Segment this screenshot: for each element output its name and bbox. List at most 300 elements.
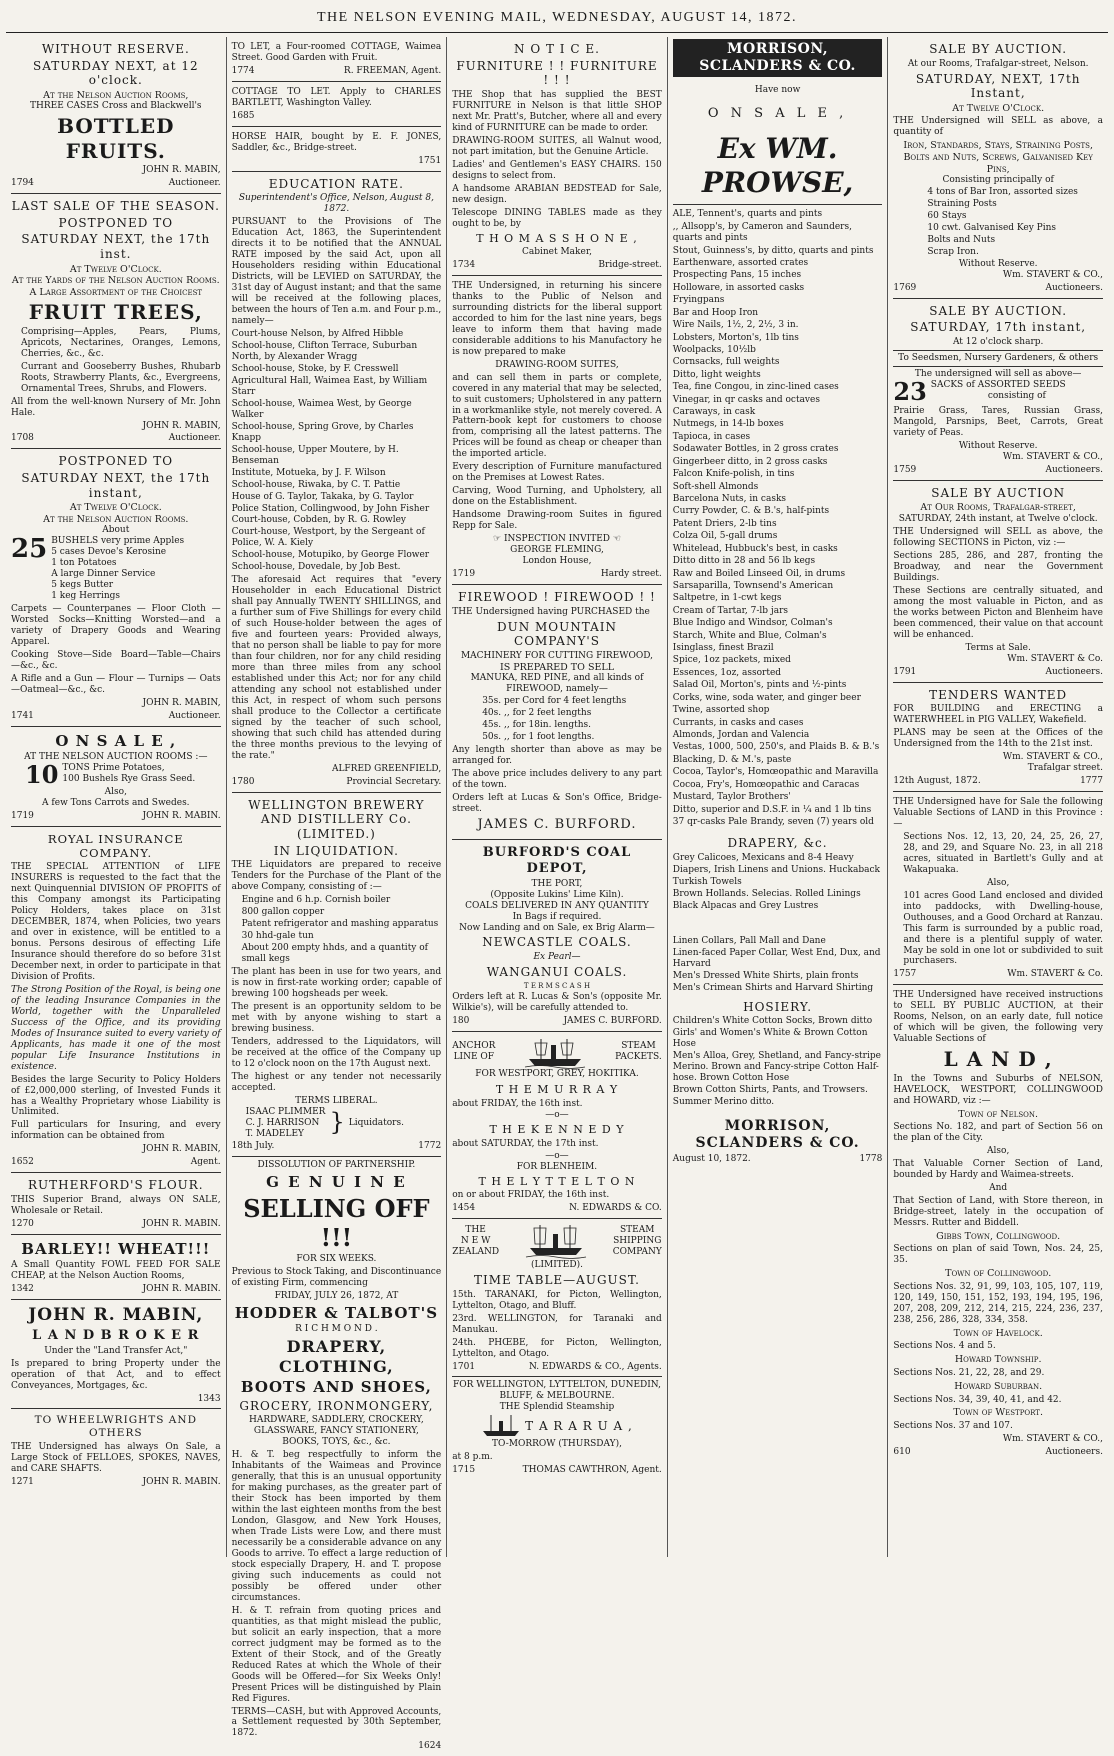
ad-signature: Wm. STAVERT & CO.,	[1002, 269, 1103, 280]
ad-signature: JOHN R. MABIN.	[142, 1218, 221, 1229]
ad-body: THE Undersigned having PURCHASED the	[452, 606, 650, 617]
town-heading: Town of Nelson.	[958, 1108, 1039, 1120]
ad-signature: JOHN R. MABIN.	[142, 811, 221, 822]
list-item: Black Alpacas and Grey Lustres	[672, 900, 819, 911]
list-item: Cornsacks, full weights	[672, 357, 780, 368]
list-item: Colza Oil, 5-gall drums	[672, 531, 778, 542]
brace: }	[329, 1108, 345, 1137]
ad-signature: R. FREEMAN, Agent.	[343, 65, 442, 76]
ad-line: HARDWARE, SADDLERY, CROCKERY,	[249, 1415, 424, 1426]
list-item: 4 tons of Bar Iron, assorted sizes	[927, 187, 1078, 198]
list-item: Stout, Guinness's, by ditto, quarts and pints	[672, 245, 874, 256]
ad-land-auction	[893, 985, 1103, 1462]
ad-number: 610	[893, 1446, 911, 1457]
ad-number: 1701	[452, 1361, 476, 1372]
divider: —o—	[545, 1110, 569, 1121]
ad-line: SATURDAY, 24th instant, at Twelve o'clock.	[898, 513, 1098, 524]
ad-role: Auctioneer.	[168, 710, 221, 721]
ad-line: At 12 o'clock sharp.	[952, 337, 1044, 348]
ad-cottage-to-let	[232, 37, 442, 82]
list-item: Isinglass, finest Brazil	[672, 643, 774, 654]
column-3	[447, 37, 668, 1557]
list-item: Court-house Nelson, by Alfred Hibble	[231, 328, 404, 339]
ad-body: Sections Nos. 4 and 5.	[893, 1341, 996, 1352]
ad-role: Auctioneers.	[1045, 282, 1103, 293]
ad-number: 1769	[893, 282, 917, 293]
ad-heading: SALE BY AUCTION.	[929, 303, 1068, 318]
ad-line: A few Tons Carrots and Swedes.	[42, 798, 190, 809]
list-item: Ditto, light weights	[672, 369, 761, 380]
columns	[6, 37, 1108, 1752]
ad-number: 1734	[452, 259, 476, 270]
list-item: Blue Indigo and Windsor, Colman's	[672, 618, 833, 629]
ad-line: Superintendent's Office, Nelson, August 8, 1872.	[238, 193, 434, 215]
list-item: Tapioca, in cases	[672, 431, 751, 442]
ad-body: The aforesaid Act requires that "every Householder in each Educational District shall pay Annually TWENTY SHILLINGS, and a further sum of Five Shillings for every child of such House-holder between the ages of five and fourteen years: Provided always, that no person shall be liable to pay for more than four children, nor for any child residing more than three miles from any school established under this Act; nor for any child attending any school not established under this Act, in respect of whom such persons shall produce to the Collector a certificate signed by the teacher of such school, showing that such child has attended during the three months previous to the levying of the rate."	[231, 575, 442, 761]
ad-body: The plant has been in use for two years, and is now in first-rate working order; capable of brewing 100 hogsheads per week.	[231, 966, 442, 999]
list-item: Brown Hollands. Selecias. Rolled Linings	[672, 888, 861, 899]
list-item: 30 hhd-gale tun	[241, 931, 314, 942]
ship-date: about SATURDAY, the 17th inst.	[452, 1138, 599, 1149]
ad-number: 1777	[1080, 775, 1103, 786]
ad-nz-shipping	[452, 1219, 662, 1377]
list-item: 100 Bushels Rye Grass Seed.	[62, 774, 196, 785]
ad-body: Orders left at R. Lucas & Son's (opposite Mr. Wilkie's), will be carefully attended to.	[452, 992, 662, 1014]
ad-body: THE Shop that has supplied the BEST FURNITURE in Nelson is that little SHOP next Mr. Pratt's, Butcher, where all and every kind of FURNITURE can be made to order.	[452, 89, 662, 133]
ad-line: COMPANY	[612, 1246, 662, 1257]
pointing-hand-icon: ☞	[493, 534, 504, 545]
ad-signature: JAMES C. BURFORD.	[563, 1016, 662, 1027]
list-item: Patent refrigerator and mashing apparatus	[241, 919, 439, 930]
ad-line: IS PREPARED TO SELL	[499, 661, 615, 673]
column-1	[6, 37, 227, 1557]
town-heading: Howard Township.	[954, 1354, 1042, 1366]
list-item: Institute, Motueka, by J. F. Wilson	[231, 467, 386, 478]
ad-signature: N. EDWARDS & CO.	[569, 1203, 662, 1214]
ad-body: Comprising—Apples, Pears, Plums, Apricots, Nectarines, Oranges, Lemons, Cherries, &c., &c.	[21, 326, 221, 359]
ad-line: THREE CASES Cross and Blackwell's	[30, 101, 202, 112]
list-item: 35s. per Cord for 4 feet lengths	[482, 696, 627, 707]
list-item: Scrap Iron.	[927, 246, 979, 257]
list-item: Sarsaparilla, Townsend's American	[672, 580, 834, 591]
ad-number: 1794	[11, 178, 34, 189]
pointing-hand-icon: ☜	[610, 534, 621, 545]
ad-body: The present is an opportunity seldom to be met with by anyone wishing to start a brewing business.	[231, 1001, 442, 1034]
ad-body: PLANS may be seen at the Offices of the Undersigned from the 14th to the 21st inst.	[893, 728, 1103, 750]
ad-number: 1751	[418, 155, 442, 166]
list-item: Spice, 1oz packets, mixed	[672, 655, 791, 666]
ship-name: T H E L Y T T E L T O N	[478, 1174, 636, 1188]
list-item: School-house, Stoke, by F. Cresswell	[231, 363, 399, 374]
ad-wellington-brewery	[232, 793, 442, 1158]
column-4	[668, 37, 889, 1557]
ad-heading: EDUCATION RATE.	[268, 176, 404, 191]
ad-line: In Bags if required.	[512, 911, 602, 922]
ad-line	[452, 534, 662, 545]
ad-title: L A N D ,	[943, 1047, 1053, 1072]
list-item: Diapers, Irish Linens and Unions. Huckaback	[672, 864, 880, 875]
ad-number: 1791	[893, 666, 917, 677]
ship-name: T H E M U R R A Y	[495, 1083, 619, 1097]
ad-heading: BARLEY!! WHEAT!!!	[21, 1239, 211, 1258]
ad-body: Carpets — Counterpanes — Floor Cloth — Worsted Socks—Knitting Worsted—and a variety of Drapery Goods and Wearing Apparel.	[11, 604, 221, 648]
ad-body: Sections Nos. 34, 39, 40, 41, and 42.	[893, 1394, 1062, 1405]
ad-line: TERMS LIBERAL.	[295, 1095, 378, 1106]
list-item: School-house, Clifton Terrace, Suburban North, by Alexander Wragg	[231, 340, 418, 362]
ad-heading: DUN MOUNTAIN COMPANY'S	[496, 619, 617, 649]
list-item: Cocoa, Fry's, Homœopathic and Caracas	[672, 779, 860, 790]
ad-rutherfords-flour	[11, 1173, 221, 1235]
list-item: House of G. Taylor, Takaka, by G. Taylor	[231, 491, 414, 502]
ad-line: Cabinet Maker,	[521, 246, 592, 257]
list-item: Agricultural Hall, Waimea East, by William Starr	[231, 375, 428, 397]
ad-body: THE Undersigned will SELL as above, the following SECTIONS in Picton, viz :—	[893, 526, 1103, 548]
list-item: Raw and Boiled Linseed Oil, in drums	[672, 568, 846, 579]
ad-body: Prairie Grass, Tares, Russian Grass, Mangold, Parsnips, Beet, Carrots, Great variety of Peas.	[893, 405, 1103, 438]
ad-number: 1741	[11, 710, 34, 721]
linen-list	[673, 936, 883, 994]
ad-line: At Twelve O'Clock.	[69, 263, 162, 275]
list-item: Court-house, Cobden, by R. G. Rowley	[231, 515, 406, 526]
ad-title: Ex WM. PROWSE,	[673, 132, 883, 205]
ad-body: A Small Quantity FOWL FEED FOR SALE CHEAP, at the Nelson Auction Rooms,	[11, 1260, 221, 1282]
list-item: A large Dinner Service	[51, 569, 156, 580]
ad-signature: JOHN R. MABIN,	[142, 1144, 221, 1155]
list-item: Ditto ditto in 28 and 56 lb kegs	[672, 556, 816, 567]
ad-line: ZEALAND	[452, 1246, 500, 1257]
steamship-icon	[525, 1035, 585, 1069]
ad-heading: SATURDAY NEXT, at 12 o'clock.	[32, 58, 199, 88]
list-item: Girls' and Women's White & Brown Cotton Hose	[672, 1028, 868, 1050]
ad-line: At Twelve O'Clock.	[952, 102, 1045, 114]
ad-body: and can sell them in parts or complete, covered in any material that may be selected, to suit customers; Upholstered in any pattern in a workmanlike style, not merely covered. A Pattern-book kept for customers to choose from, comprising all the latest patterns. The Prices will be found as cheap or cheaper than the imported article.	[452, 372, 662, 460]
ad-number: 1624	[418, 1741, 442, 1752]
ad-signature: Wm. STAVERT & Co.	[1007, 969, 1103, 980]
ad-line: LINE OF	[453, 1052, 495, 1063]
ad-title: SELLING OFF !!!	[243, 1193, 430, 1252]
ad-role: Agent.	[190, 1157, 221, 1168]
ad-barley-wheat	[11, 1235, 221, 1300]
ship-name: T A R A R U A ,	[525, 1419, 633, 1434]
ad-heading: L A N D B R O K E R	[32, 1327, 200, 1343]
list-item: 40s. ,, for 2 feet lengths	[482, 708, 592, 719]
ad-heading: HODDER & TALBOT'S	[234, 1304, 439, 1323]
ad-heading: NEWCASTLE COALS.	[482, 935, 632, 950]
ad-signature: JOHN R. MABIN.	[142, 1476, 221, 1487]
list-item: School-house, Motupiko, by George Flower	[231, 550, 430, 561]
list-item: Turkish Towels	[672, 876, 742, 887]
ad-number: 1774	[231, 65, 255, 76]
ad-body: THE Undersigned have received instructions to SELL BY PUBLIC AUCTION, at their Rooms, Nelson, on an early date, full notice of which will be given, the following very Valuable Sections of	[893, 990, 1103, 1045]
ad-line: (LIMITED).	[530, 1260, 583, 1271]
ad-body: H. & T. refrain from quoting prices and quantities, as that might mislead the public, but solicit an early inspection, that a more correct judgment may be formed as to the Extent of their Stock, and of the Greatly Reduced Rates at which the Whole of their Goods will be Offered—for Six Weeks Only! Present Prices will be distinguished by Plain Red Figures.	[231, 1605, 442, 1704]
ad-signature: JOHN R. MABIN,	[142, 420, 221, 431]
ad-body: Any length shorter than above as may be arranged for.	[452, 745, 662, 767]
ad-role: Auctioneers.	[1045, 464, 1103, 475]
ad-line: Ex Pearl—	[533, 952, 581, 963]
ad-role: Liquidators.	[348, 1117, 404, 1128]
list-item: School-house, Waimea West, by George Walker	[231, 398, 412, 420]
drapery-list	[673, 853, 883, 912]
list-item: Falcon Knife-polish, in tins	[672, 469, 795, 480]
list-item: Earthenware, assorted crates	[672, 257, 809, 268]
ship-date: on or about FRIDAY, the 16th inst.	[452, 1190, 610, 1201]
list-item: SACKS of ASSORTED SEEDS	[930, 379, 1066, 390]
list-item: consisting of	[987, 390, 1046, 401]
ad-signature: JOHN R. MABIN.	[142, 1284, 221, 1295]
list-item: ,, Allsopp's, by Cameron and Saunders, quarts and pints	[672, 221, 852, 244]
list-item: 1 ton Potatoes	[51, 558, 117, 569]
ad-body: A Rifle and a Gun — Flour — Turnips — Oats—Oatmeal—&c., &c.	[11, 674, 221, 696]
list-item: Salad Oil, Morton's, pints and ½-pints	[672, 680, 847, 691]
ad-signature: N. EDWARDS & CO., Agents.	[528, 1361, 662, 1372]
ad-george-fleming	[452, 276, 662, 585]
ad-signature: JOHN R. MABIN,	[142, 698, 221, 709]
list-item: Mustard, Taylor Brothers'	[672, 792, 791, 803]
ad-body: Cooking Stove—Side Board—Table—Chairs —&c., &c.	[11, 650, 221, 672]
list-item: TONS Prime Potatoes,	[62, 763, 165, 774]
ad-heading: WITHOUT RESERVE.	[41, 42, 190, 56]
ad-date: August 10, 1872.	[672, 1154, 751, 1165]
ad-education-rate	[232, 172, 442, 793]
ad-role: Auctioneer.	[168, 178, 221, 189]
ad-heading: SATURDAY NEXT, the 17th instant,	[21, 471, 211, 500]
ad-body: The above price includes delivery to any part of the town.	[452, 769, 662, 791]
list-item: Starch, White and Blue, Colman's	[672, 630, 827, 641]
ad-heading: SATURDAY NEXT, the 17th inst.	[21, 232, 211, 262]
ad-body: That Section of Land, with Store thereon, in Bridge-street, lately in the occupation of Messrs. Rutter and Biddell.	[893, 1195, 1103, 1228]
ad-line: MACHINERY FOR CUTTING FIREWOOD,	[460, 650, 653, 661]
ad-heading: GROCERY, IRONMONGERY,	[239, 1398, 434, 1413]
list-item: 5 kegs Butter	[51, 580, 114, 591]
list-item: Woolpacks, 10½lb	[672, 344, 756, 355]
ad-line: Terms at Sale.	[965, 642, 1031, 653]
ad-signature: Wm. STAVERT & CO.,	[1002, 752, 1103, 763]
list-item: Wire Nails, 1½, 2, 2½, 3 in.	[672, 320, 799, 331]
ad-heading: WANGANUI COALS.	[486, 965, 628, 980]
ad-line: GLASSWARE, FANCY STATIONERY,	[253, 1426, 419, 1437]
ad-heading: DRAPERY, CLOTHING,	[279, 1337, 394, 1376]
ad-line: MANUKA, RED PINE, and all kinds of FIREWOOD, namely—	[470, 673, 644, 695]
ad-body: 101 acres Good Land enclosed and divided into paddocks, with Dwelling-house, Outhouses, and a Good Orchard at Ranzau. This farm is surrounded by a public road, and there is a plentiful supply of water. May be sold in one lot or subdivided to suit purchasers.	[903, 890, 1103, 967]
ad-number: 1342	[11, 1284, 34, 1295]
ad-line: Iron, Standards, Stays, Straining Posts, Bolts and Nuts, Screws, Galvanised Key Pins,	[903, 140, 1093, 175]
list-item: Corks, wine, soda water, and ginger beer	[672, 692, 861, 703]
ad-big-number: 23	[893, 376, 927, 406]
list-item: Cocoa, Taylor's, Homœopathic and Maravilla	[672, 767, 879, 778]
ad-royal-insurance	[11, 827, 221, 1173]
ad-heading: O N S A L E ,	[55, 731, 177, 750]
ad-heading: FURNITURE ! ! FURNITURE ! ! !	[456, 58, 658, 88]
ad-line: STEAM	[621, 1041, 656, 1052]
ad-line: FOR WELLINGTON, LYTTELTON, DUNEDIN, BLUFF, & MELBOURNE.	[453, 1380, 661, 1402]
ad-body: Every description of Furniture manufactured on the Premises at Lowest Rates.	[452, 462, 662, 484]
ad-line: DRAWING-ROOM SUITES,	[495, 359, 619, 370]
ad-body: FOR BUILDING and ERECTING a WATERWHEEL in PIG VALLEY, Wakefield.	[893, 704, 1103, 726]
ad-hodder-talbot	[232, 1157, 442, 1756]
list-item: 45s. ,, for 18in. lengths.	[482, 720, 591, 731]
ad-heading: T H O M A S S H O N E ,	[476, 231, 638, 245]
list-item: Bolts and Nuts	[927, 234, 996, 245]
plant-list	[232, 895, 442, 965]
ad-heading: RUTHERFORD'S FLOUR.	[27, 1178, 204, 1193]
ad-line: Without Reserve.	[958, 258, 1038, 269]
ad-role: Auctioneers.	[1045, 666, 1103, 677]
ad-body: 15th. TARANAKI, for Picton, Wellington, Lyttelton, Otago, and Bluff.	[452, 1289, 662, 1311]
ad-number: 1715	[452, 1465, 476, 1476]
ad-body: Is prepared to bring Property under the operation of that Act, and to effect Conveyances, Mortgages, &c.	[11, 1358, 221, 1391]
ad-body: Sections on plan of said Town, Nos. 24, 25, 35.	[893, 1244, 1103, 1266]
ad-body: THE Liquidators are prepared to receive Tenders for the Purchase of the Plant of the above Company, consisting of :—	[231, 860, 442, 893]
ad-line: AT THE NELSON AUCTION ROOMS :—	[24, 752, 208, 763]
ad-line: THE Splendid Steamship	[499, 1402, 615, 1413]
ad-heading: N O T I C E.	[514, 42, 600, 56]
ad-line: FOR SIX WEEKS.	[296, 1254, 377, 1265]
ad-line: COALS DELIVERED IN ANY QUANTITY	[465, 900, 649, 911]
list-item: School-house, Dovedale, by Job Best.	[231, 562, 401, 573]
ad-body: Handsome Drawing-room Suites in figured Repp for Sale.	[452, 510, 662, 532]
ad-line: London House,	[522, 556, 592, 567]
list-item: Court-house, Westport, by the Sergeant of Police, W. A. Kiely	[231, 527, 425, 549]
ad-body: Currant and Gooseberry Bushes, Rhubarb Roots, Strawberry Plants, &c., Evergreens, Ornamental Trees, Shrubs, and Flowers.	[21, 361, 221, 394]
ad-heading: WELLINGTON BREWERY AND DISTILLERY Co. (LIMITED.)	[248, 797, 425, 841]
ad-line: At our Rooms, Trafalgar-street, Nelson.	[907, 58, 1089, 69]
ad-heading: IN LIQUIDATION.	[273, 843, 399, 858]
ad-line: T E R M S C A S H	[523, 981, 591, 990]
ad-firewood	[452, 585, 662, 840]
ad-body: A handsome ARABIAN BEDSTEAD for Sale, new design.	[452, 183, 662, 205]
ad-tararua	[452, 1377, 662, 1480]
ad-number: 1778	[859, 1154, 883, 1165]
ad-line: Also,	[987, 1146, 1010, 1157]
ad-number: 1719	[11, 811, 34, 822]
ad-line: A Large Assortment of the Choicest	[29, 286, 203, 298]
ad-body: All from the well-known Nursery of Mr. John Hale.	[11, 396, 221, 418]
ship-date: about FRIDAY, the 16th inst.	[452, 1098, 583, 1109]
column-5	[888, 37, 1108, 1557]
hosiery-list	[673, 1016, 883, 1108]
ad-heading: SALE BY AUCTION	[931, 485, 1066, 500]
ad-number: 1757	[893, 969, 917, 980]
iron-list	[893, 187, 1103, 258]
ad-body: Sections Nos. 12, 13, 20, 24, 25, 26, 27, 28, and 29, and Square No. 23, in all 218 acres, situated in Bartlett's Gully and at Wakapuaka.	[903, 831, 1103, 875]
list-item: Men's Alloa, Grey, Shetland, and Fancy-stripe Merino. Brown and Fancy-stripe Cotton Half-hose. Brown Cotton Hose	[672, 1051, 881, 1084]
town-heading: Howard Suburban.	[954, 1380, 1043, 1392]
steamship-icon	[481, 1413, 521, 1439]
list-item: Engine and 6 h.p. Cornish boiler	[241, 895, 391, 906]
ad-iron-sale	[893, 37, 1103, 299]
list-item: Prospecting Pans, 15 inches	[672, 270, 802, 281]
divider: —o—	[545, 1150, 569, 1161]
ad-line: FOR BLENHEIM.	[516, 1161, 598, 1172]
ad-apples	[11, 449, 221, 727]
ad-line: FOR WESTPORT, GREY, HOKITIKA.	[475, 1069, 639, 1080]
ad-body: THIS Superior Brand, always ON SALE, Wholesale or Retail.	[11, 1194, 221, 1216]
list-item: Men's Crimean Shirts and Harvard Shirting	[672, 982, 874, 993]
ad-body: Sections 285, 286, and 287, fronting the Broadway, and near the Government Buildings.	[893, 550, 1103, 583]
town-heading: Town of Westport.	[953, 1407, 1043, 1419]
ad-number: 1780	[231, 776, 255, 787]
ad-heading: BOOTS AND SHOES,	[240, 1378, 432, 1397]
ad-role: Provincial Secretary.	[346, 776, 442, 787]
ad-line: TO-MORROW (THURSDAY),	[492, 1439, 622, 1450]
list-item: Almonds, Jordan and Valencia	[672, 730, 810, 741]
ad-body: Full particulars for Insuring, and every information can be obtained from	[11, 1120, 221, 1142]
ad-body: Telescope DINING TABLES made as they ought to be, by	[452, 207, 662, 229]
ad-number: 180	[452, 1016, 470, 1027]
ad-line: DISSOLUTION OF PARTNERSHIP.	[257, 1160, 416, 1171]
ad-number: 1708	[11, 433, 34, 444]
steamship-icon	[526, 1222, 586, 1260]
ad-heading: SATURDAY, 17th instant,	[910, 320, 1087, 335]
list-item: Brown Cotton Shirts, Pants, and Trowsers.	[672, 1085, 868, 1096]
ad-body: Sections Nos. 37 and 107.	[893, 1421, 1013, 1432]
list-item: Ditto, superior and D.S.F. in ¼ and 1 lb tins	[672, 804, 872, 815]
ad-heading: G E N U I N E	[266, 1173, 407, 1192]
ad-wheelwrights	[11, 1409, 221, 1491]
ad-body: In the Towns and Suburbs of NELSON, HAVELOCK, WESTPORT, COLLINGWOOD and HOWARD, viz :—	[893, 1073, 1103, 1106]
ad-line: Without Reserve.	[958, 440, 1038, 451]
ad-line: FRIDAY, JULY 26, 1872, AT	[274, 1291, 399, 1302]
ad-body: COTTAGE TO LET. Apply to CHARLES BARTLETT, Washington Valley.	[231, 86, 442, 108]
ad-line: ANCHOR	[452, 1041, 496, 1052]
ad-big-number: 10	[25, 760, 59, 790]
ad-line: GEORGE FLEMING,	[510, 545, 604, 556]
list-item: Vinegar, in qr casks and octaves	[672, 394, 820, 405]
ad-seeds-sale	[893, 299, 1103, 481]
list-item: Fryingpans	[672, 295, 725, 306]
list-item: BUSHELS very prime Apples	[51, 536, 185, 547]
list-item: Summer Merino ditto.	[672, 1097, 775, 1108]
ad-role: Auctioneers.	[1045, 1446, 1103, 1457]
ad-number: 1271	[11, 1476, 34, 1487]
ad-body: Sections Nos. 32, 91, 99, 103, 105, 107, 119, 120, 149, 150, 151, 152, 193, 194, 195, 196, 207, 208, 209, 212, 214, 215, 224, 236, 237, 238, 256, 286, 328, 334, 358.	[893, 1281, 1103, 1325]
ad-title: BOTTLED FRUITS.	[57, 114, 175, 163]
ad-body: THE Undersigned will SELL as above, a quantity of	[893, 116, 1103, 138]
ad-line: (Opposite Lukins' Lime Kiln).	[490, 889, 624, 900]
list-item: School-house, Upper Moutere, by H. Benseman	[231, 444, 399, 466]
liquidator-name: T. MADELEY	[245, 1128, 304, 1139]
list-item: 60 Stays	[927, 211, 967, 221]
ad-number: 1454	[452, 1203, 476, 1214]
ad-body: The highest or any tender not necessarily accepted.	[231, 1071, 442, 1093]
ad-big-number: 25	[11, 534, 48, 565]
ad-furniture	[452, 37, 662, 276]
ad-line: R I C H M O N D .	[295, 1324, 378, 1335]
ad-signature: ALFRED GREENFIELD,	[331, 763, 442, 774]
ad-signature: Hardy street.	[600, 569, 662, 580]
ad-land-for-sale	[893, 792, 1103, 986]
list-item: Gingerbeer ditto, in 2 gross casks	[672, 456, 828, 467]
ad-line: SHIPPING	[613, 1235, 662, 1246]
ad-line: Under the "Land Transfer Act,"	[44, 1345, 188, 1356]
ad-date: 12th August, 1872.	[893, 775, 981, 786]
ad-line: To Seedsmen, Nursery Gardeners, & others	[893, 350, 1103, 367]
ad-heading: TO WHEELWRIGHTS AND OTHERS	[34, 1414, 197, 1440]
ad-body: THE SPECIAL ATTENTION of LIFE INSURERS is requested to the fact that the next Quinquennial DIVISION OF PROFITS of this Company amongst its Participating Policy Holders, takes place on 31st DECEMBER, 1874, when Policies, two years and over in existence, will be entitled to a bonus. Persons desirous of effecting Life Insurance should therefore do so before 31st December next, in order to participate in that Division of Profits.	[11, 862, 221, 982]
inspection-label: INSPECTION INVITED	[503, 534, 611, 545]
ad-body: Carving, Wood Turning, and Upholstery, all done on the Establishment.	[452, 486, 662, 508]
list-item: Men's Dressed White Shirts, plain fronts	[672, 970, 859, 981]
ad-heading: FIREWOOD ! FIREWOOD ! !	[458, 590, 656, 605]
ad-body: 23rd. WELLINGTON, for Taranaki and Manukau.	[452, 1313, 662, 1335]
ad-number: 1685	[231, 110, 255, 121]
ad-line: BOOKS, TOYS, &c., &c.	[282, 1437, 391, 1448]
ad-line: The undersigned will sell as above—	[914, 368, 1082, 379]
list-item: 50s. ,, for 1 foot lengths.	[482, 732, 595, 743]
list-item: Blacking, D. & M.'s, paste	[672, 754, 792, 765]
ad-heading: O N S A L E ,	[707, 106, 848, 122]
